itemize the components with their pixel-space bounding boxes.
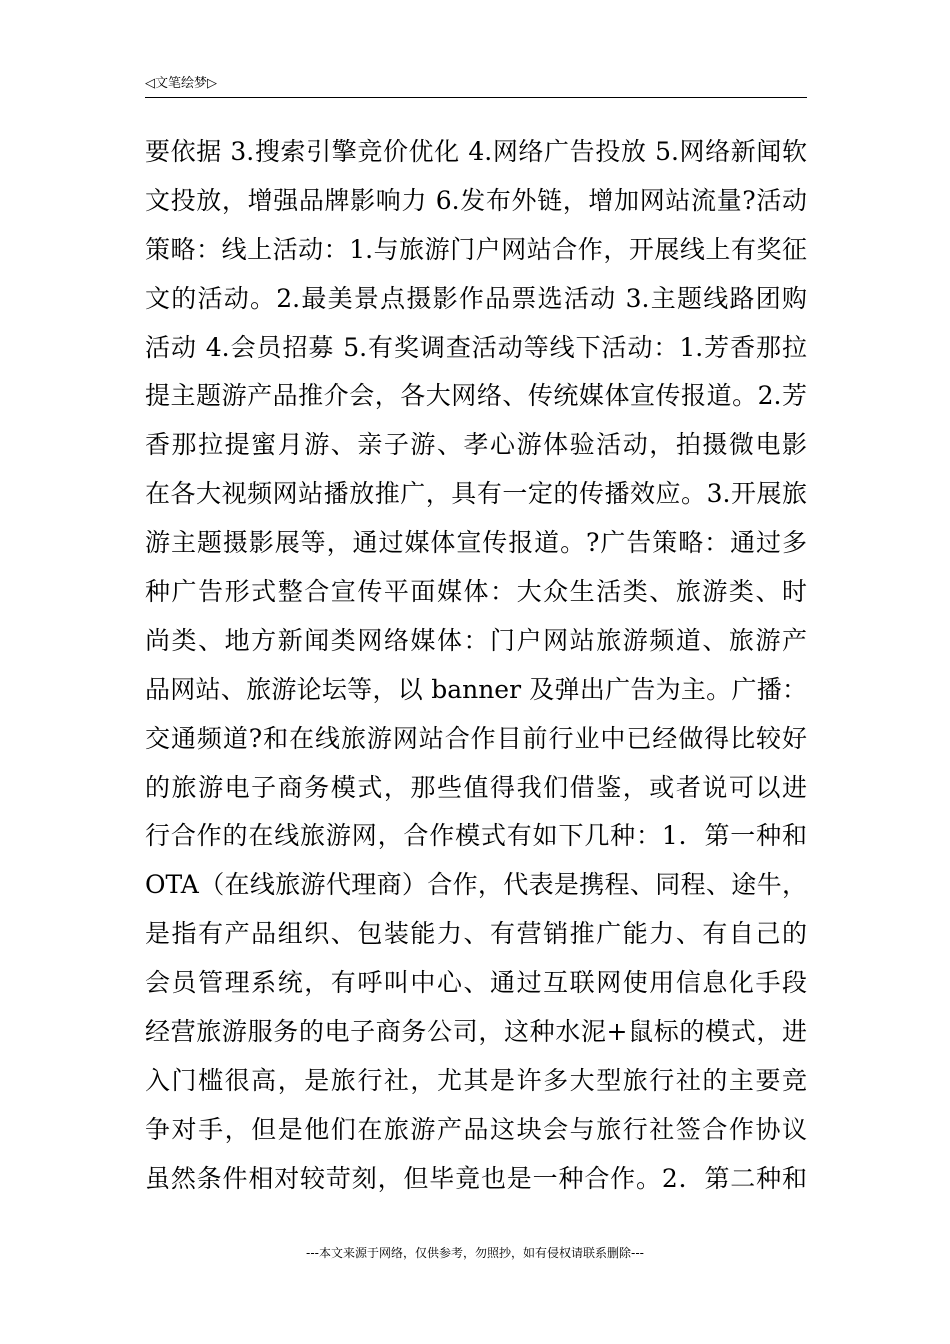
text-line: 品网站、旅游论坛等，以 banner 及弹出广告为主。广播： — [145, 674, 807, 704]
text-line: 是指有产品组织、包装能力、有营销推广能力、有自己的 — [145, 919, 807, 949]
text-line: 要依据 3.搜索引擎竞价优化 4.网络广告投放 5.网络新闻软 — [145, 137, 807, 166]
text-line: 争对手，但是他们在旅游产品这块会与旅行社签合作协议 — [145, 1114, 807, 1144]
text-line: 虽然条件相对较苛刻，但毕竟也是一种合作。2．第二种和 — [145, 1163, 807, 1193]
header-title: ◁文笔绘梦▷ — [145, 76, 217, 91]
text-line: 在各大视频网站播放推广，具有一定的传播效应。3.开展旅 — [145, 479, 807, 509]
page-footer: ---本文来源于网络，仅供参考，勿照抄，如有侵权请联系删除--- — [306, 1246, 644, 1260]
text-line: 游主题摄影展等，通过媒体宣传报道。?广告策略：通过多 — [145, 528, 807, 558]
text-line: 文的活动。2.最美景点摄影作品票选活动 3.主题线路团购 — [145, 283, 807, 313]
page-header — [145, 75, 807, 98]
text-line: 提主题游产品推介会，各大网络、传统媒体宣传报道。2.芳 — [145, 381, 807, 411]
text-line: 会员管理系统，有呼叫中心、通过互联网使用信息化手段 — [145, 968, 807, 998]
text-line: 香那拉提蜜月游、亲子游、孝心游体验活动，拍摄微电影 — [145, 430, 807, 460]
text-line: 文投放，增强品牌影响力 6.发布外链，增加网站流量?活动 — [145, 185, 807, 215]
text-line: OTA（在线旅游代理商）合作，代表是携程、同程、途牛， — [145, 870, 807, 900]
text-line: 行合作的在线旅游网，合作模式有如下几种：1．第一种和 — [145, 821, 807, 851]
text-line: 经营旅游服务的电子商务公司，这种水泥+鼠标的模式，进 — [145, 1017, 807, 1047]
text-line: 的旅游电子商务模式，那些值得我们借鉴，或者说可以进 — [145, 772, 807, 802]
text-line: 尚类、地方新闻类网络媒体：门户网站旅游频道、旅游产 — [145, 625, 807, 655]
text-line: 策略：线上活动：1.与旅游门户网站合作，开展线上有奖征 — [145, 234, 807, 264]
text-line: 交通频道?和在线旅游网站合作目前行业中已经做得比较好 — [145, 723, 807, 753]
text-line: 种广告形式整合宣传平面媒体：大众生活类、旅游类、时 — [145, 577, 807, 607]
document-body — [145, 128, 807, 1204]
text-line: 活动 4.会员招募 5.有奖调查活动等线下活动：1.芳香那拉 — [145, 332, 807, 362]
text-line: 入门槛很高，是旅行社，尤其是许多大型旅行社的主要竞 — [145, 1065, 807, 1095]
